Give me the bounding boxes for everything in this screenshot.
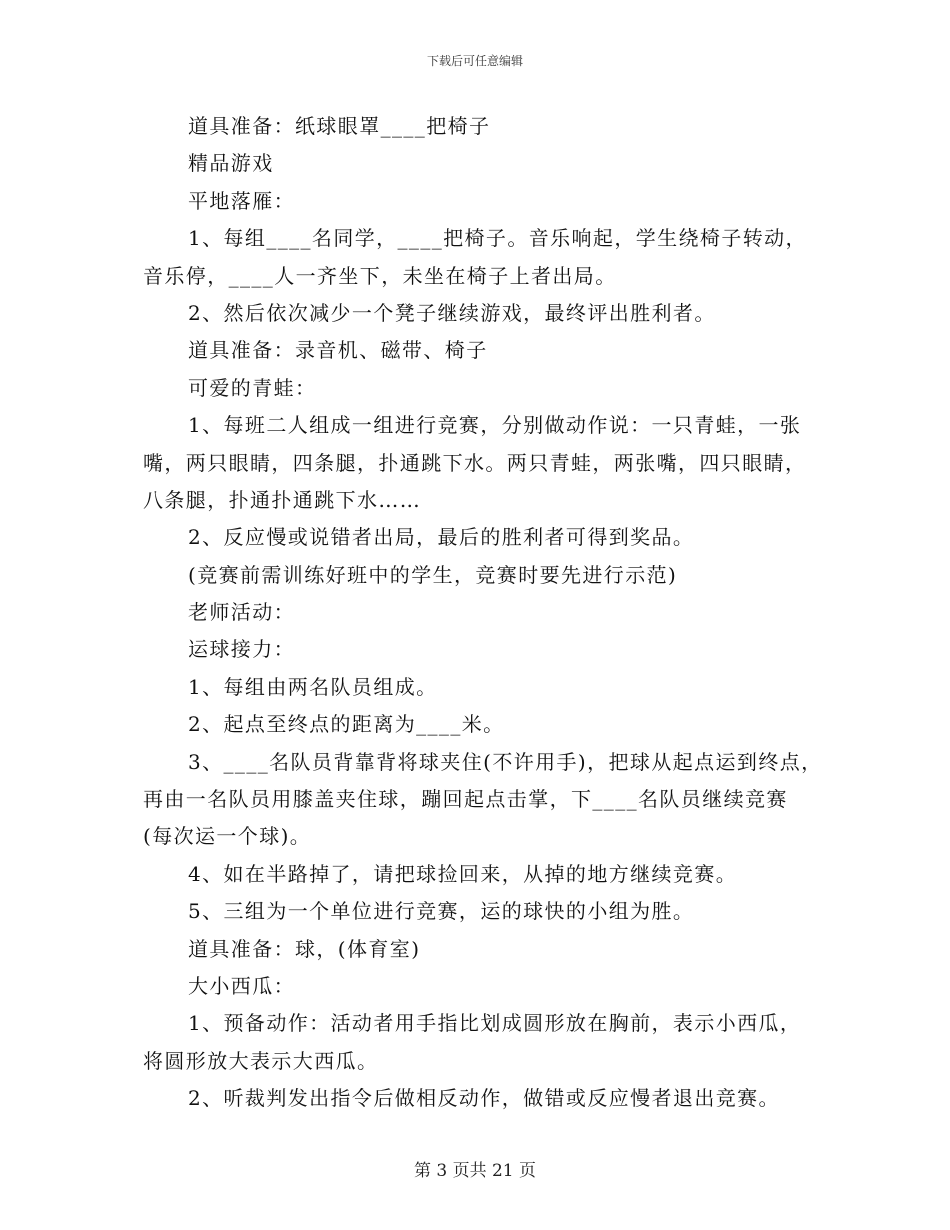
text-line: (每次运一个球)。 [143, 824, 312, 849]
text-line: 嘴，两只眼睛，四条腿，扑通跳下水。两只青蛙，两张嘴，四只眼睛， [143, 450, 807, 475]
page-header: 下载后可任意编辑 [426, 54, 523, 68]
text-line: 道具准备：纸球眼罩____把椅子 [188, 114, 491, 138]
text-line: 音乐停，____人一齐坐下，未坐在椅子上者出局。 [143, 263, 617, 288]
text-line: 道具准备：录音机、磁带、椅子 [188, 338, 488, 363]
text-line: 八条腿，扑通扑通跳下水…… [143, 487, 422, 512]
text-line: 大小西瓜： [188, 973, 295, 998]
text-line: 再由一名队员用膝盖夹住球，蹦回起点击掌，下____名队员继续竞赛 [143, 787, 788, 812]
text-line: 1、每组由两名队员组成。 [188, 674, 438, 699]
document-body [143, 108, 833, 1118]
text-line: 2、起点至终点的距离为____米。 [188, 712, 505, 737]
text-line: 老师活动： [188, 600, 295, 625]
text-line: 1、每班二人组成一组进行竞赛，分别做动作说：一只青蛙，一张 [188, 413, 802, 438]
text-line: 将圆形放大表示大西瓜。 [143, 1048, 379, 1073]
page-footer: 第 3 页共 21 页 [413, 1161, 537, 1181]
text-line: 5、三组为一个单位进行竞赛，运的球快的小组为胜。 [188, 899, 695, 924]
text-line: 运球接力： [188, 637, 295, 662]
text-line: 可爱的青蛙： [188, 375, 317, 400]
text-line: 精品游戏 [188, 151, 274, 176]
text-line: 2、反应慢或说错者出局，最后的胜利者可得到奖品。 [188, 525, 695, 550]
text-line: 平地落雁： [188, 188, 295, 213]
text-line: (竞赛前需训练好班中的学生，竞赛时要先进行示范) [188, 562, 678, 587]
text-line: 3、____名队员背靠背将球夹住(不许用手)，把球从起点运到终点， [188, 749, 823, 774]
text-line: 2、听裁判发出指令后做相反动作，做错或反应慢者退出竞赛。 [188, 1086, 780, 1111]
text-line: 2、然后依次减少一个凳子继续游戏，最终评出胜利者。 [188, 300, 716, 325]
text-line: 1、每组____名同学，____把椅子。音乐响起，学生绕椅子转动， [188, 226, 807, 251]
text-line: 4、如在半路掉了，请把球捡回来，从掉的地方继续竞赛。 [188, 861, 738, 886]
text-line: 1、预备动作：活动者用手指比划成圆形放在胸前，表示小西瓜， [188, 1011, 802, 1036]
text-line: 道具准备：球，(体育室) [188, 936, 421, 961]
